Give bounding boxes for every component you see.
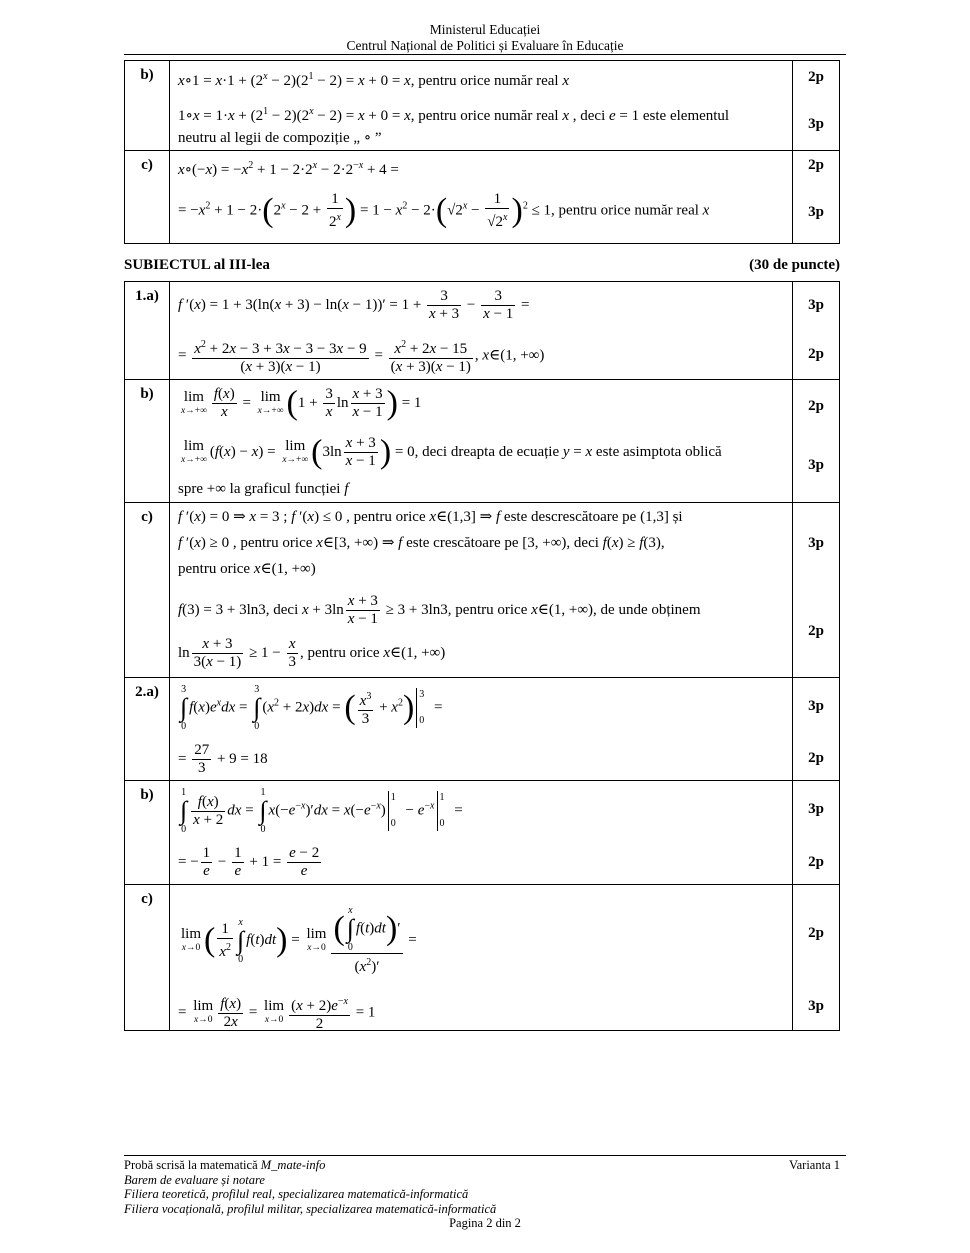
points-cell xyxy=(793,885,840,1031)
footer-filiera-vocationala: Filiera vocațională, profilul militar, specializarea matematică-informatică xyxy=(124,1201,497,1216)
points-cell xyxy=(793,151,840,244)
points-cell xyxy=(793,503,840,678)
footer-exam-line: Probă scrisă la matematică M_mate-info xyxy=(124,1158,326,1172)
footer-variant: Varianta 1 xyxy=(788,1158,840,1172)
points-value: 3p xyxy=(808,801,824,817)
solution-line: = − $\frac{1}{e}$ − $\frac{1}{e}$ + 1 = $\frac{e - 2}{e}$ xyxy=(178,845,320,879)
footer-barem: Barem de evaluare și notare xyxy=(124,1172,265,1187)
item-label: 2.a) xyxy=(125,678,170,781)
solution-line: neutru al legii de compoziție „ ∘ ” xyxy=(178,130,382,146)
item-label: c) xyxy=(125,151,170,244)
points-value: 2p xyxy=(808,157,824,173)
row-2b xyxy=(125,61,840,151)
row-2c-limit xyxy=(125,885,840,1031)
row-1c xyxy=(125,503,840,678)
solution-cell xyxy=(170,380,793,503)
solution-cell xyxy=(170,151,793,244)
points-cell xyxy=(793,678,840,781)
solution-line: lim x→0 ( $\frac{1}{x^2}$ x ∫ 0 f(t)dt) = lim x→0 ( x ∫ 0 f(t)dt)′ $(x^2)'$ = xyxy=(181,905,417,975)
points-value: 3p xyxy=(808,535,824,551)
row-1a xyxy=(125,282,840,380)
footer-page-number: Pagina 2 din 2 xyxy=(449,1216,521,1230)
points-cell xyxy=(793,282,840,380)
points-value: 2p xyxy=(808,925,824,941)
grading-table-part3 xyxy=(124,281,840,1031)
row-2c xyxy=(125,151,840,244)
footer-filiera-teoretica: Filiera teoretică, profilul real, specializarea matematică-informatică xyxy=(124,1187,469,1201)
points-cell xyxy=(793,61,840,151)
center-title: Centrul Național de Politici și Evaluare în Educație xyxy=(346,38,624,53)
header-divider xyxy=(124,54,846,55)
page-header xyxy=(0,22,970,54)
points-value: 3p xyxy=(808,297,824,313)
points-cell xyxy=(793,380,840,503)
section-points: (30 de puncte) xyxy=(749,257,840,273)
item-label: b) xyxy=(125,61,170,151)
solution-line: x∘1 = $x\cdot 1 + (2^x - 2)(2^1 - 2) = x + 0 = x$, pentru orice număr real x xyxy=(178,71,569,89)
section-title xyxy=(124,257,840,274)
solution-cell xyxy=(170,678,793,781)
footer-subject: M_mate-info xyxy=(260,1158,326,1172)
item-label: c) xyxy=(125,503,170,678)
solution-cell xyxy=(170,61,793,151)
grading-table-part2 xyxy=(124,60,840,244)
solution-line: f(3) = 3 + 3ln3, deci x + 3ln $\frac{x + 3}{x - 1}$ ≥ 3 + 3ln3, pentru orice x∈(1, +∞), de unde obținem xyxy=(178,593,701,627)
solution-cell xyxy=(170,781,793,885)
row-2a xyxy=(125,678,840,781)
points-value: 2p xyxy=(808,750,824,766)
solution-line: 1 ∫ 0 $\frac{f(x)}{x + 2}$ dx = 1 ∫ 0 $x(-e^{-x})'dx = x(-e^{-x})$ 1 0 − $e^{-x}$ 1 0 = xyxy=(180,787,463,835)
points-value: 3p xyxy=(808,698,824,714)
points-value: 2p xyxy=(808,346,824,362)
solution-line: f ′(x) = 0 ⇒ x = 3 ; f ′(x) ≤ 0 , pentru orice x∈(1,3] ⇒ f este descrescătoare pe (1,3] și xyxy=(178,509,683,525)
solution-line: f ′(x) = 1 + 3(ln(x + 3) − ln(x − 1))′ = 1 + $\frac{3}{x + 3}$ − $\frac{3}{x - 1}$ = xyxy=(178,288,530,322)
section-name: SUBIECTUL al III-lea xyxy=(124,257,270,273)
solution-cell xyxy=(170,885,793,1031)
solution-line: = $\frac{x^2 + 2x - 3 + 3x - 3 - 3x - 9}{(x + 3)(x - 1)}$ = $\frac{x^2 + 2x - 15}{(x + 3)(x - 1)}$ , x∈(1, +∞) xyxy=(178,336,786,376)
solution-line: f ′(x) ≥ 0 , pentru orice x∈[3, +∞) ⇒ f este crescătoare pe [3, +∞), deci f(x) ≥ f(3), xyxy=(178,535,665,551)
points-cell xyxy=(793,781,840,885)
solution-line: spre +∞ la graficul funcției f xyxy=(178,481,349,497)
solution-line: ln $\frac{x + 3}{3(x - 1)}$ ≥ 1 − $\frac{x}{3}$ , pentru orice x∈(1, +∞) xyxy=(178,636,446,670)
solution-line: 3 ∫ 0 $f(x)e^xdx$ = 3 ∫ 0 $(x^2 + 2x)dx$ = ( $\frac{x^3}{3}$ + $x^2$) 3 0 = xyxy=(180,684,443,732)
solution-line: x∘(−x) = $-x^2 + 1 - 2\cdot 2^x - 2\cdot 2^{-x} + 4$ = xyxy=(178,160,399,178)
item-label: b) xyxy=(125,781,170,885)
row-1b xyxy=(125,380,840,503)
points-value: 3p xyxy=(808,204,824,220)
points-value: 3p xyxy=(808,457,824,473)
item-label: c) xyxy=(125,885,170,1031)
page-footer xyxy=(124,1155,846,1231)
points-value: 2p xyxy=(808,854,824,870)
solution-line: lim x→+∞ $\frac{f(x)}{x}$ = lim x→+∞ (1 + $\frac{3}{x}$ ln $\frac{x + 3}{x - 1}$ ) = 1 xyxy=(181,384,422,422)
points-value: 3p xyxy=(808,998,824,1014)
solution-line: = lim x→0 $\frac{f(x)}{2x}$ = lim x→0 $\frac{(x + 2)e^{-x}}{2}$ = 1 xyxy=(178,993,786,1033)
points-value: 3p xyxy=(808,116,824,132)
points-value: 2p xyxy=(808,69,824,85)
item-label: 1.a) xyxy=(125,282,170,380)
points-value: 2p xyxy=(808,623,824,639)
item-label: b) xyxy=(125,380,170,503)
points-value: 2p xyxy=(808,398,824,414)
solution-cell xyxy=(170,503,793,678)
solution-line: = $-x^2 + 1 - 2\cdot(2^x - 2$ + $\frac{1}{2^x}$ ) = $1 - x^2 - 2\cdot(√2^x$ − $\frac{1}{√2^x}$ )$^2$ ≤ 1, pentru orice număr real x xyxy=(178,191,710,230)
solution-line: = $\frac{27}{3}$ + 9 = 18 xyxy=(178,742,268,776)
solution-line: lim x→+∞ (f(x) − x) = lim x→+∞ (3ln $\frac{x + 3}{x - 1}$ ) = 0, deci dreapta de ecuație y = x este asimptota oblică xyxy=(181,433,722,471)
solution-cell xyxy=(170,282,793,380)
solution-line: pentru orice x∈(1, +∞) xyxy=(178,561,316,577)
row-2b-integral xyxy=(125,781,840,885)
ministry-title: Ministerul Educației xyxy=(429,22,541,37)
solution-line: 1∘x = $1\cdot x + (2^1 - 2)(2^x - 2) = x + 0 = x$, pentru orice număr real x , deci e = 1 este elementul xyxy=(178,106,730,124)
